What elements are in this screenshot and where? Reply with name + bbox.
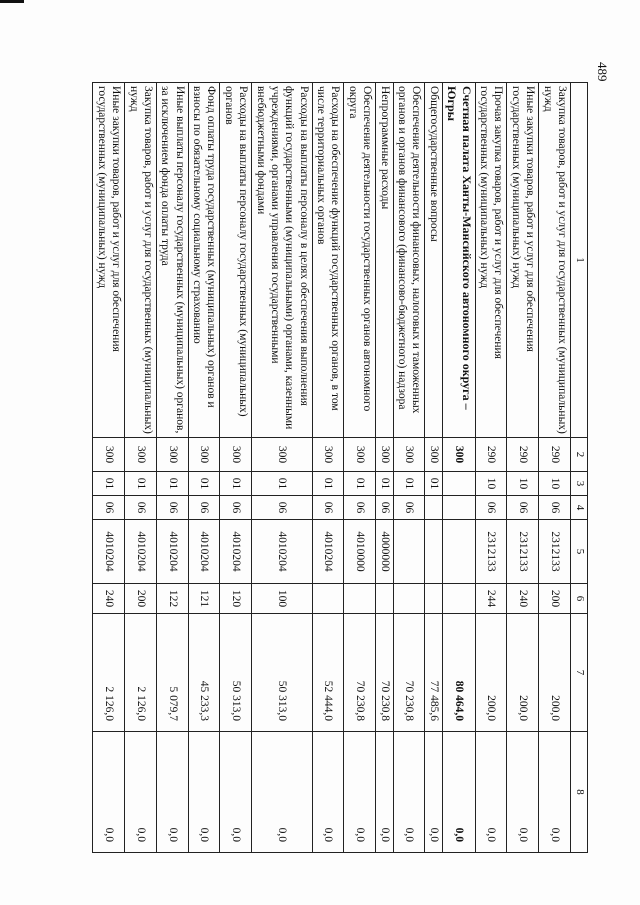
row-code-cell: 300	[442, 438, 475, 472]
row-target-cell: 4010204	[188, 520, 220, 584]
row-amount2-cell: 0,0	[93, 732, 125, 853]
table-row	[188, 83, 220, 853]
table-row	[507, 83, 539, 853]
scan-edge-mark	[0, 0, 24, 3]
row-section-cell: 01	[376, 472, 393, 496]
row-target-cell: 4010204	[157, 520, 189, 584]
row-code-cell: 300	[393, 438, 425, 472]
row-amount-cell: 200,0	[475, 614, 507, 732]
row-amount-cell: 2 126,0	[125, 614, 157, 732]
row-target-cell: 4010204	[93, 520, 125, 584]
row-type-cell	[425, 584, 442, 614]
row-amount-cell: 200,0	[539, 614, 571, 732]
row-subsection-cell: 06	[125, 496, 157, 520]
row-name-cell: Обеспечение деятельности государственных органов автономного округа	[344, 83, 376, 438]
table-row	[344, 83, 376, 853]
row-target-cell	[442, 520, 475, 584]
row-target-cell: 2312133	[475, 520, 507, 584]
table-row	[312, 83, 344, 853]
row-code-cell: 300	[188, 438, 220, 472]
row-type-cell	[376, 584, 393, 614]
column-header-row	[571, 83, 588, 853]
row-subsection-cell: 06	[376, 496, 393, 520]
budget-table	[93, 82, 589, 853]
row-name-cell: Обеспечение деятельности финансовых, налоговых и таможенных органов и органов финансового (финансово-бюджетного) надзора	[393, 83, 425, 438]
row-code-cell: 300	[344, 438, 376, 472]
row-amount-cell: 45 233,3	[188, 614, 220, 732]
row-type-cell: 200	[539, 584, 571, 614]
row-section-cell: 01	[93, 472, 125, 496]
row-type-cell	[393, 584, 425, 614]
row-target-cell: 4010000	[344, 520, 376, 584]
row-amount2-cell: 0,0	[220, 732, 252, 853]
row-section-cell: 10	[475, 472, 507, 496]
row-target-cell: 4010204	[312, 520, 344, 584]
row-subsection-cell: 06	[93, 496, 125, 520]
row-target-cell: 4010204	[125, 520, 157, 584]
row-type-cell: 244	[475, 584, 507, 614]
row-type-cell: 200	[125, 584, 157, 614]
row-subsection-cell: 06	[312, 496, 344, 520]
row-target-cell: 2312133	[539, 520, 571, 584]
column-header-4: 4	[571, 496, 588, 520]
column-header-8: 8	[571, 732, 588, 853]
row-code-cell: 300	[425, 438, 442, 472]
row-amount2-cell: 0,0	[393, 732, 425, 853]
row-amount2-cell: 0,0	[125, 732, 157, 853]
row-subsection-cell	[442, 496, 475, 520]
page-number: 489	[595, 62, 610, 82]
row-amount2-cell: 0,0	[376, 732, 393, 853]
row-name-cell: Счетная палата Ханты-Мансийского автономного округа – Югры	[442, 83, 475, 438]
row-type-cell: 122	[157, 584, 189, 614]
table-row	[442, 83, 475, 853]
row-subsection-cell: 06	[393, 496, 425, 520]
row-section-cell: 10	[539, 472, 571, 496]
column-header-1: 1	[571, 83, 588, 438]
row-amount2-cell: 0,0	[157, 732, 189, 853]
row-amount-cell: 52 444,0	[312, 614, 344, 732]
row-name-cell: Иные закупки товаров, работ и услуг для обеспечения государственных (муниципальных) нужд	[507, 83, 539, 438]
column-header-6: 6	[571, 584, 588, 614]
row-type-cell	[344, 584, 376, 614]
rotated-table-container	[95, 82, 588, 852]
row-amount-cell: 70 230,8	[376, 614, 393, 732]
table-row	[252, 83, 313, 853]
row-amount2-cell: 0,0	[425, 732, 442, 853]
table-row	[125, 83, 157, 853]
table-row	[425, 83, 442, 853]
row-type-cell	[442, 584, 475, 614]
row-target-cell	[425, 520, 442, 584]
row-target-cell: 4010204	[252, 520, 313, 584]
row-section-cell: 01	[157, 472, 189, 496]
row-name-cell: Расходы на обеспечение функций государственных органов, в том числе территориальных органов	[312, 83, 344, 438]
row-code-cell: 290	[539, 438, 571, 472]
column-header-5: 5	[571, 520, 588, 584]
table-row	[93, 83, 125, 853]
row-type-cell: 240	[507, 584, 539, 614]
row-section-cell: 01	[425, 472, 442, 496]
row-amount-cell: 70 230,8	[393, 614, 425, 732]
row-subsection-cell: 06	[220, 496, 252, 520]
row-section-cell: 01	[344, 472, 376, 496]
row-amount-cell: 50 313,0	[252, 614, 313, 732]
row-code-cell: 300	[220, 438, 252, 472]
table-row	[376, 83, 393, 853]
row-name-cell: Фонд оплаты труда государственных (муниципальных) органов и взносы по обязательному социальному страхованию	[188, 83, 220, 438]
row-code-cell: 300	[157, 438, 189, 472]
column-header-3: 3	[571, 472, 588, 496]
row-section-cell: 01	[220, 472, 252, 496]
table-row	[539, 83, 571, 853]
row-code-cell: 300	[125, 438, 157, 472]
row-subsection-cell	[425, 496, 442, 520]
table-row	[157, 83, 189, 853]
row-code-cell: 300	[312, 438, 344, 472]
row-amount-cell: 70 230,8	[344, 614, 376, 732]
row-code-cell: 300	[376, 438, 393, 472]
row-section-cell: 10	[507, 472, 539, 496]
row-target-cell: 4010204	[220, 520, 252, 584]
row-amount2-cell: 0,0	[252, 732, 313, 853]
row-amount2-cell: 0,0	[442, 732, 475, 853]
row-amount-cell: 77 485,6	[425, 614, 442, 732]
row-type-cell: 240	[93, 584, 125, 614]
row-subsection-cell: 06	[252, 496, 313, 520]
row-code-cell: 300	[252, 438, 313, 472]
row-amount2-cell: 0,0	[188, 732, 220, 853]
row-type-cell: 100	[252, 584, 313, 614]
row-name-cell: Непрограммные расходы	[376, 83, 393, 438]
row-amount-cell: 2 126,0	[93, 614, 125, 732]
row-type-cell	[312, 584, 344, 614]
row-name-cell: Расходы на выплаты персоналу в целях обеспечения выполнения функций государственными (муниципальными) органами, казенными учреждениями, органами управления государственными внебюджетными фондами	[252, 83, 313, 438]
row-name-cell: Общегосударственные вопросы	[425, 83, 442, 438]
row-amount-cell: 5 079,7	[157, 614, 189, 732]
row-amount2-cell: 0,0	[539, 732, 571, 853]
column-header-7: 7	[571, 614, 588, 732]
row-name-cell: Иные закупки товаров, работ и услуг для обеспечения государственных (муниципальных) нужд	[93, 83, 125, 438]
row-amount-cell: 80 464,0	[442, 614, 475, 732]
row-code-cell: 290	[475, 438, 507, 472]
row-name-cell: Закупка товаров, работ и услуг для государственных (муниципальных) нужд	[125, 83, 157, 438]
row-amount2-cell: 0,0	[507, 732, 539, 853]
row-amount-cell: 50 313,0	[220, 614, 252, 732]
row-section-cell: 01	[393, 472, 425, 496]
row-name-cell: Закупка товаров, работ и услуг для государственных (муниципальных) нужд	[539, 83, 571, 438]
row-section-cell: 01	[312, 472, 344, 496]
row-section-cell: 01	[125, 472, 157, 496]
column-header-2: 2	[571, 438, 588, 472]
row-subsection-cell: 06	[157, 496, 189, 520]
row-subsection-cell: 06	[539, 496, 571, 520]
row-subsection-cell: 06	[475, 496, 507, 520]
row-subsection-cell: 06	[188, 496, 220, 520]
row-target-cell: 4000000	[376, 520, 393, 584]
row-type-cell: 120	[220, 584, 252, 614]
row-amount2-cell: 0,0	[344, 732, 376, 853]
row-target-cell: 2312133	[507, 520, 539, 584]
row-name-cell: Расходы на выплаты персоналу государственных (муниципальных) органов	[220, 83, 252, 438]
table-row	[475, 83, 507, 853]
row-code-cell: 300	[93, 438, 125, 472]
row-type-cell: 121	[188, 584, 220, 614]
row-section-cell: 01	[188, 472, 220, 496]
row-subsection-cell: 06	[344, 496, 376, 520]
row-amount2-cell: 0,0	[475, 732, 507, 853]
row-amount-cell: 200,0	[507, 614, 539, 732]
table-row	[393, 83, 425, 853]
row-code-cell: 290	[507, 438, 539, 472]
table-row	[220, 83, 252, 853]
row-target-cell	[393, 520, 425, 584]
row-section-cell: 01	[252, 472, 313, 496]
row-section-cell	[442, 472, 475, 496]
row-name-cell: Иные выплаты персоналу государственных (муниципальных) органов, за исключением фонда оплаты труда	[157, 83, 189, 438]
row-amount2-cell: 0,0	[312, 732, 344, 853]
row-subsection-cell: 06	[507, 496, 539, 520]
row-name-cell: Прочая закупка товаров, работ и услуг для обеспечения государственных (муниципальных) нужд	[475, 83, 507, 438]
